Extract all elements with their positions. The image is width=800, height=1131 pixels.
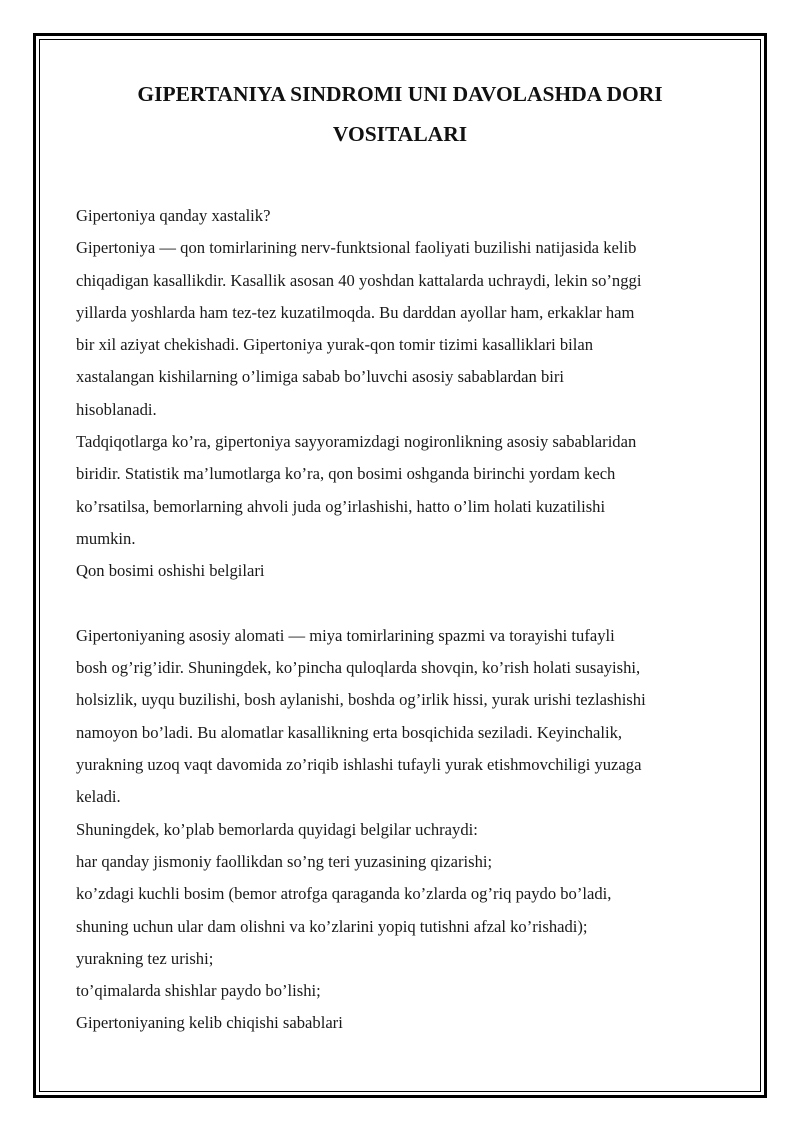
text-line: Tadqiqotlarga ko’ra, gipertoniya sayyoramizdagi nogironlikning asosiy sabablaridan bbox=[76, 432, 637, 452]
text-line: Gipertoniyaning asosiy alomati — miya tomirlarining spazmi va torayishi tufayli bbox=[76, 625, 615, 645]
text-line: hisoblanadi. bbox=[76, 399, 157, 419]
text-line: yillarda yoshlarda ham tez-tez kuzatilmoqda. Bu darddan ayollar ham, erkaklar ham bbox=[76, 302, 635, 322]
text-line: bosh og’rig’idir. Shuningdek, ko’pincha quloqlarda shovqin, ko’rish holati susayishi, bbox=[76, 658, 641, 678]
document-body bbox=[76, 200, 736, 1040]
text-line: Gipertoniya qanday xastalik? bbox=[76, 206, 271, 225]
text-line: yurakning tez urishi; bbox=[76, 948, 214, 968]
text-line: Shuningdek, ko’plab bemorlarda quyidagi belgilar uchraydi: bbox=[76, 819, 478, 839]
text-line: ko’rsatilsa, bemorlarning ahvoli juda og’irlashishi, hatto o’lim holati kuzatilishi bbox=[76, 496, 606, 516]
blank-line bbox=[76, 588, 736, 620]
text-line: Gipertoniyaning kelib chiqishi sabablari bbox=[76, 1013, 343, 1033]
text-line: ko’zdagi kuchli bosim (bemor atrofga qaraganda ko’zlarda og’riq paydo bo’ladi, bbox=[76, 884, 612, 904]
text-line: mumkin. bbox=[76, 528, 136, 548]
text-line: xastalangan kishilarning o’limiga sabab bo’luvchi asosiy sabablardan biri bbox=[76, 367, 565, 387]
text-line: to’qimalarda shishlar paydo bo’lishi; bbox=[76, 981, 321, 1001]
text-line: yurakning uzoq vaqt davomida zo’riqib ishlashi tufayli yurak etishmovchiligi yuzaga bbox=[76, 755, 642, 775]
text-line: Gipertoniya — qon tomirlarining nerv-funktsional faoliyati buzilishi natijasida kelib bbox=[76, 238, 637, 258]
text-line: chiqadigan kasallikdir. Kasallik asosan 40 yoshdan kattalarda uchraydi, lekin so’nggi bbox=[76, 270, 642, 290]
text-line: holsizlik, uyqu buzilishi, bosh aylanishi, boshda og’irlik hissi, yurak urishi tezlashishi bbox=[76, 690, 646, 710]
title-line-1: GIPERTANIYA SINDROMI UNI DAVOLASHDA DORI bbox=[137, 82, 663, 106]
page-title bbox=[76, 74, 724, 154]
text-line: shuning uchun ular dam olishni va ko’zlarini yopiq tutishni afzal ko’rishadi); bbox=[76, 916, 588, 936]
text-line: keladi. bbox=[76, 787, 121, 807]
text-line: Qon bosimi oshishi belgilari bbox=[76, 561, 265, 581]
title-line-2: VOSITALARI bbox=[332, 122, 468, 146]
text-line: bir xil aziyat chekishadi. Gipertoniya yurak-qon tomir tizimi kasalliklari bilan bbox=[76, 335, 594, 355]
text-line: namoyon bo’ladi. Bu alomatlar kasallikning erta bosqichida seziladi. Keyinchalik, bbox=[76, 722, 623, 742]
text-line: biridir. Statistik ma’lumotlarga ko’ra, qon bosimi oshganda birinchi yordam kech bbox=[76, 464, 616, 484]
text-line: har qanday jismoniy faollikdan so’ng teri yuzasining qizarishi; bbox=[76, 851, 493, 871]
